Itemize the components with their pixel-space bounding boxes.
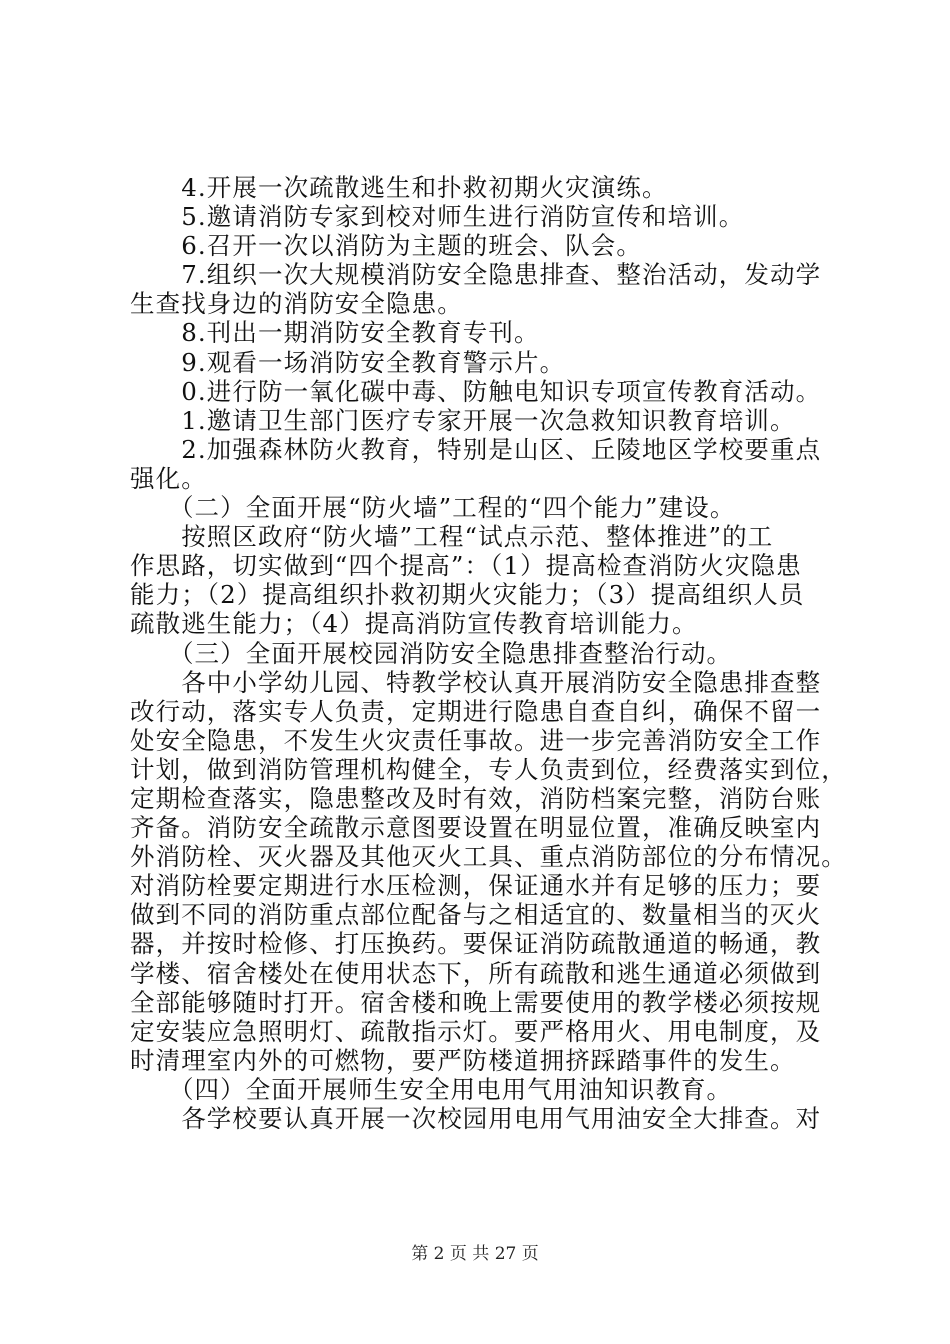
text-line: 疏散逃生能力；（4）提高消防宣传教育培训能力。 [130,609,698,639]
text-line: 强化。 [130,463,207,493]
text-line: 7.组织一次大规模消防安全隐患排查、整治活动，发动学 [130,260,822,290]
text-line: 学楼、宿舍楼处在使用状态下，所有疏散和逃生通道必须做到 [130,958,822,988]
text-line: 器，并按时检修、打压换药。要保证消防疏散通道的畅通，教 [130,929,822,959]
text-line: 定安装应急照明灯、疏散指示灯。要严格用火、用电制度，及 [130,1016,822,1046]
text-line: 能力；（2）提高组织扑救初期火灾能力；（3）提高组织人员 [130,580,805,610]
text-line: 0.进行防一氧化碳中毒、防触电知识专项宣传教育活动。 [130,376,822,406]
text-line: 8.刊出一期消防安全教育专刊。 [130,318,540,348]
text-line: 作思路，切实做到“四个提高”：（1）提高检查消防火灾隐患 [130,551,802,581]
text-line: 定期检查落实，隐患整改及时有效，消防档案完整，消防台账 [130,783,822,813]
text-line: 齐备。消防安全疏散示意图要设置在明显位置，准确反映室内 [130,813,822,843]
text-line: 处安全隐患，不发生火灾责任事故。进一步完善消防安全工作 [130,725,822,755]
text-line: 2.加强森林防火教育，特别是山区、丘陵地区学校要重点 [130,434,822,464]
text-line: 各学校要认真开展一次校园用电用气用油安全大排查。对 [130,1104,822,1133]
text-line: 1.邀请卫生部门医疗专家开展一次急救知识教育培训。 [130,405,796,435]
document-body [130,173,847,1133]
text-line: 改行动，落实专人负责，定期进行隐患自查自纠，确保不留一 [130,696,822,726]
text-line: 外消防栓、灭火器及其他灭火工具、重点消防部位的分布情况。 [130,842,847,872]
text-line: 做到不同的消防重点部位配备与之相适宜的、数量相当的灭火 [130,900,822,930]
text-line: 按照区政府“防火墙”工程“试点示范、整体推进”的工 [130,522,774,552]
text-line: 4.开展一次疏散逃生和扑救初期火灾演练。 [130,173,668,202]
section-heading: （二）全面开展“防火墙”工程的“四个能力”建设。 [130,493,736,523]
text-line: 全部能够随时打开。宿舍楼和晚上需要使用的教学楼必须按规 [130,987,822,1017]
section-heading: （三）全面开展校园消防安全隐患排查整治行动。 [130,638,733,668]
text-line: 各中小学幼儿园、特教学校认真开展消防安全隐患排查整 [130,667,822,697]
text-line: 时清理室内外的可燃物，要严防楼道拥挤踩踏事件的发生。 [130,1045,796,1075]
text-line: 5.邀请消防专家到校对师生进行消防宣传和培训。 [130,202,745,232]
text-line: 9.观看一场消防安全教育警示片。 [130,347,566,377]
page-number-footer: 第 2 页 共 27 页 [411,1244,539,1264]
text-line: 生查找身边的消防安全隐患。 [130,289,463,319]
text-line: 对消防栓要定期进行水压检测，保证通水并有足够的压力；要 [130,871,822,901]
text-line: 计划，做到消防管理机构健全，专人负责到位，经费落实到位， [130,754,847,784]
section-heading: （四）全面开展师生安全用电用气用油知识教育。 [130,1074,733,1104]
text-line: 6.召开一次以消防为主题的班会、队会。 [130,231,642,261]
